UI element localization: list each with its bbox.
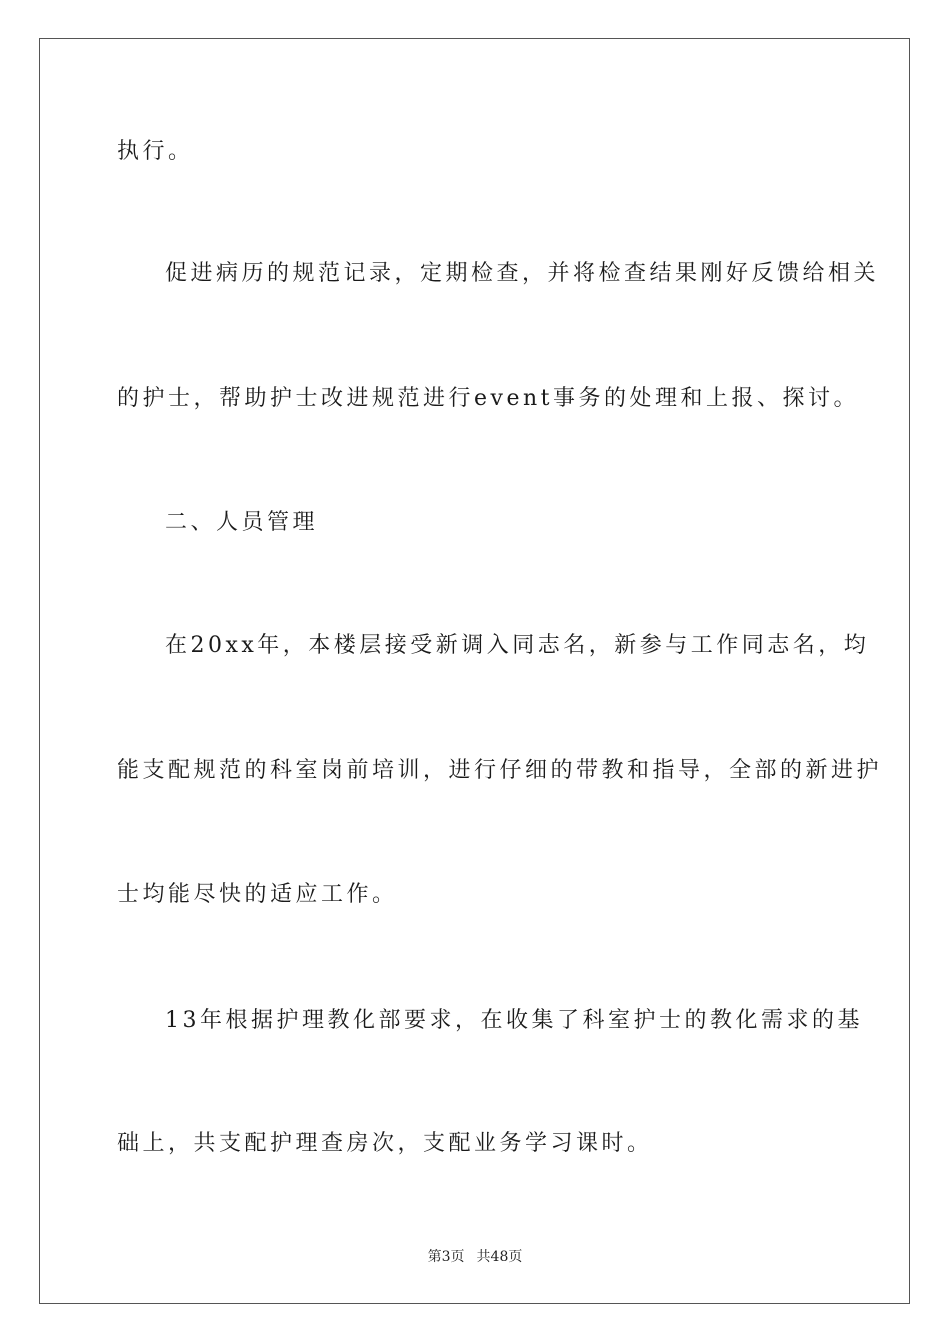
body-text-line: 13年根据护理教化部要求，在收集了科室护士的教化需求的基 [165,1008,863,1033]
body-text-line: 能支配规范的科室岗前培训，进行仔细的带教和指导，全部的新进护 [117,758,883,783]
page-border [39,38,910,1304]
body-text-line: 执行。 [117,139,194,164]
body-text-line: 促进病历的规范记录，定期检查，并将检查结果刚好反馈给相关 [165,261,880,286]
body-text-line: 在20xx年，本楼层接受新调入同志名，新参与工作同志名，均 [165,633,870,658]
page-footer [0,1248,950,1266]
body-text-line: 士均能尽快的适应工作。 [117,882,398,907]
page-number: 第3页 [427,1249,465,1265]
section-heading: 二、人员管理 [165,510,319,535]
body-text-line: 的护士，帮助护士改进规范进行event事务的处理和上报、探讨。 [117,386,859,411]
page-total: 共48页 [476,1249,523,1265]
body-text-line: 础上，共支配护理查房次，支配业务学习课时。 [117,1131,653,1156]
